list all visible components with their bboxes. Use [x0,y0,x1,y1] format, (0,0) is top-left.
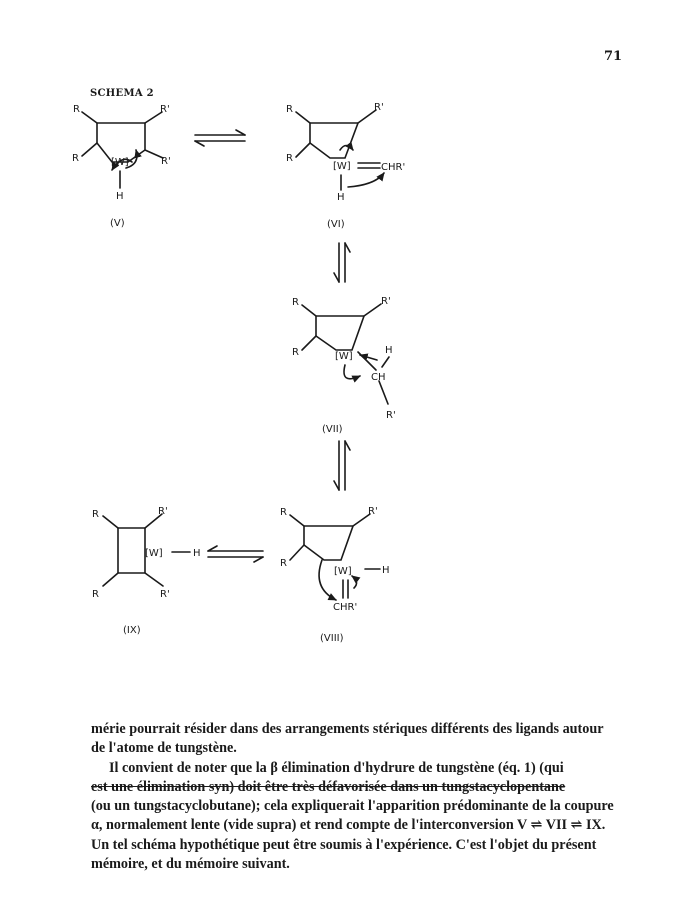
paragraph-continuation: mérie pourrait résider dans des arrangements stériques différents des ligands autour de l'atome de tungstène. [91,721,604,757]
paragraph-conclusion: (ou un tungstacyclobutane); cela expliquerait l'apparition prédominante de la coupure α, normalement lente (vide supra) et rend compte de l'interconversion V ⇌ VII ⇌ IX. Un tel schéma hypothétique peut être soumis à l'expérience. C'est l'objet du présent mémoire, et du mémoire suivant. [91,798,614,873]
v-hydride: H [116,191,124,202]
viii-substituent-r-top: R [280,507,287,518]
vii-substituent-r-top: R [292,297,299,308]
viii-substituent-r-prime-top: R' [368,506,378,517]
compound-label-viii: (VIII) [320,633,344,644]
equilibrium-arrow-vi-vii [334,243,350,282]
page-number: 71 [604,49,623,64]
v-substituent-r-top: R [73,104,80,115]
equilibrium-arrow-vii-viii [334,441,350,490]
v-substituent-r-prime-bottom: R' [161,156,171,167]
v-tungsten-center: [W] [111,157,129,168]
paragraph-beta-elimination: Il convient de noter que la β élimination d'hydrure de tungstène (éq. 1) (qui [109,759,564,776]
structure-v [82,112,163,188]
vii-ch-group: CH [371,372,386,383]
vi-hydride: H [337,192,345,203]
vii-substituent-r-prime-bottom: R' [386,410,396,421]
vi-substituent-r-top: R [286,104,293,115]
compound-label-ix: (IX) [123,625,141,636]
ix-substituent-r-bottom: R [92,589,99,600]
ix-tungsten-center: [W] [145,548,163,559]
vi-substituent-r-bottom: R [286,153,293,164]
ix-substituent-r-top: R [92,509,99,520]
compound-label-vii: (VII) [322,424,343,435]
body-text [91,720,621,874]
viii-carbene-chr-prime: CHR' [333,602,358,613]
vii-tungsten-center: [W] [335,351,353,362]
v-substituent-r-prime-top: R' [160,104,170,115]
v-substituent-r-bottom: R [72,153,79,164]
equilibrium-arrow-v-vi [195,130,245,146]
structure-viii [290,514,380,600]
compound-label-vi: (VI) [327,219,345,230]
ix-substituent-r-prime-top: R' [158,506,168,517]
vii-substituent-r-bottom: R [292,347,299,358]
vi-carbene-chr-prime: CHR' [381,162,406,173]
viii-tungsten-center: [W] [334,566,352,577]
ix-hydride: H [193,548,201,559]
vii-substituent-r-prime-top: R' [381,296,391,307]
structure-vi [296,110,384,190]
paragraph-struck-line: est une élimination syn) doit être très défavorisée dans un tungstacyclopentane [91,778,566,795]
vii-hydrogen: H [385,345,393,356]
vi-tungsten-center: [W] [333,161,351,172]
viii-hydride: H [382,565,390,576]
scheme-label: SCHEMA 2 [90,88,154,99]
compound-label-v: (V) [110,218,125,229]
viii-substituent-r-bottom: R [280,558,287,569]
ix-substituent-r-prime-bottom: R' [160,589,170,600]
equilibrium-arrow-viii-ix [208,546,263,562]
vi-substituent-r-prime-top: R' [374,102,384,113]
